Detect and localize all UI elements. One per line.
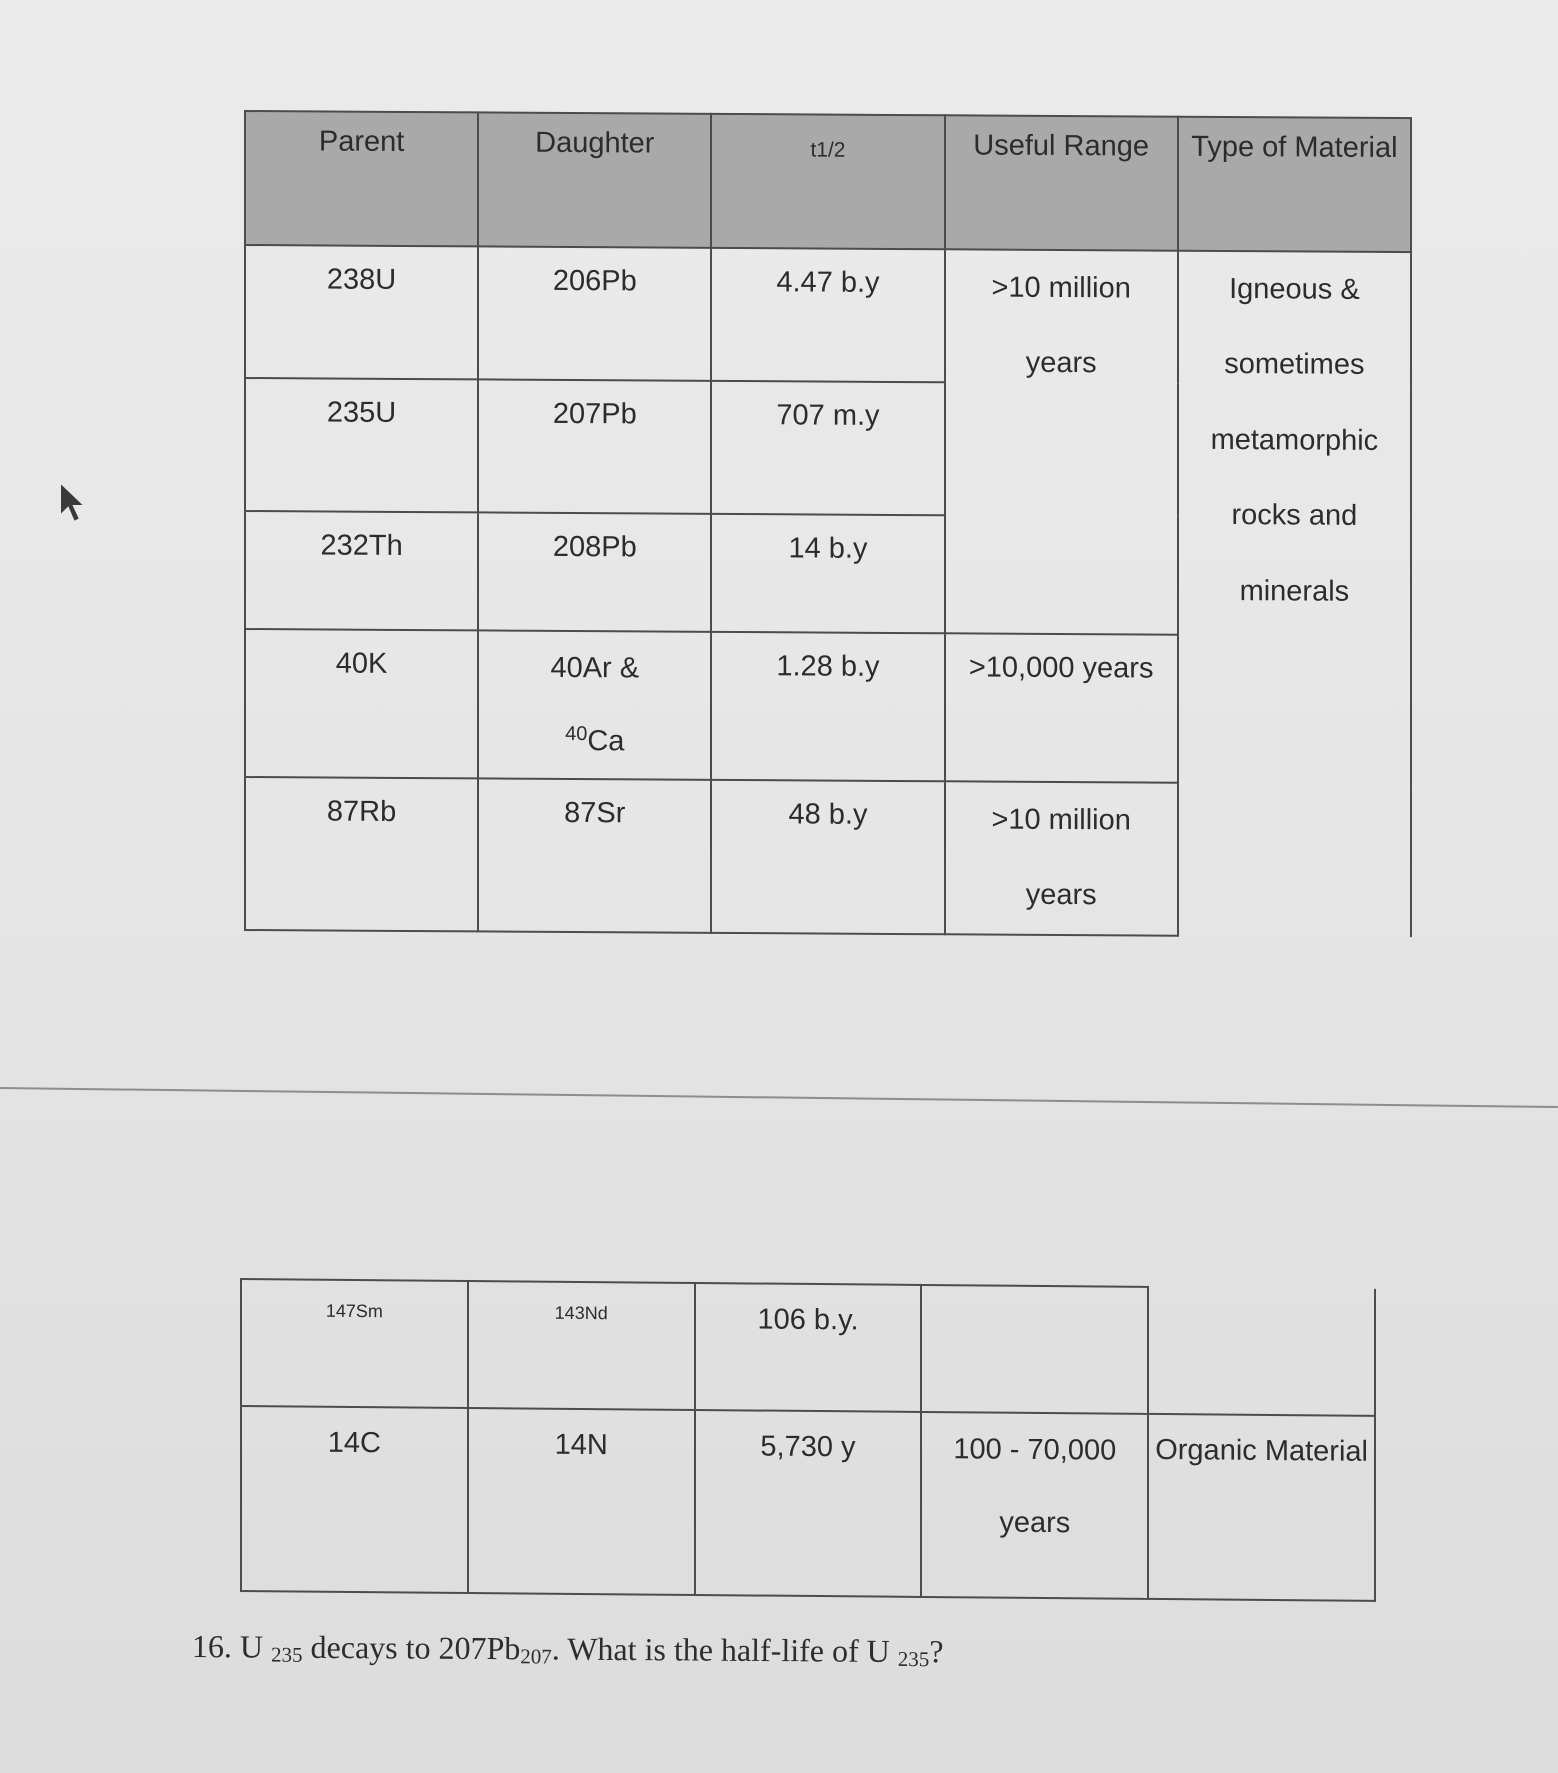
mouse-pointer-icon (58, 480, 90, 526)
parent-cell: 238U (245, 245, 478, 379)
daughter-cell: 87Sr (478, 778, 711, 932)
parent-cell: 14C (241, 1406, 468, 1593)
useful-range-line: years (1025, 879, 1097, 912)
daughter-cell: 207Pb (478, 379, 711, 513)
question-number: 16. (191, 1628, 233, 1665)
radiometric-table (244, 110, 1412, 912)
page-divider (0, 1087, 1558, 1108)
half-life-cell: 106 b.y. (695, 1283, 922, 1412)
parent-cell: 40K (245, 629, 478, 778)
useful-range-line: years (999, 1506, 1071, 1539)
header-parent: Parent (245, 111, 478, 246)
question-text: . What is the half-life of (551, 1630, 859, 1669)
useful-range-cell (921, 1412, 1148, 1599)
useful-range-cell (945, 249, 1178, 634)
half-life-cell: 5,730 y (695, 1410, 922, 1597)
table-row (241, 1279, 1375, 1416)
useful-range-cell (945, 781, 1178, 935)
daughter-cell: 208Pb (478, 512, 711, 631)
half-life-cell: 14 b.y (711, 514, 944, 633)
daughter-line: 40Ar & (550, 651, 640, 685)
table-row (245, 245, 1411, 385)
daughter-line: Ca (587, 724, 625, 757)
header-daughter: Daughter (478, 112, 711, 247)
question-16 (192, 1628, 944, 1672)
half-life-cell: 707 m.y (711, 381, 944, 515)
useful-range-line: >10 million (991, 803, 1131, 837)
material-line: Igneous & sometimes (1224, 273, 1365, 382)
material-line: minerals (1239, 574, 1350, 608)
table-header-row (245, 111, 1411, 252)
question-text: U (866, 1632, 890, 1669)
header-half-life: t1/2 (711, 114, 944, 249)
material-cell (1178, 251, 1411, 937)
half-life-cell: 4.47 b.y (711, 248, 944, 382)
parent-cell: 87Rb (245, 777, 478, 931)
daughter-cell (478, 630, 711, 779)
daughter-cell: 14N (468, 1408, 695, 1595)
useful-range-line: 100 - 70,000 (953, 1433, 1117, 1467)
parent-cell: 232Th (245, 511, 478, 630)
half-life-cell: 1.28 b.y (711, 632, 944, 781)
question-subscript: 235 (270, 1642, 303, 1667)
parent-cell: 235U (245, 378, 478, 512)
material-cell: Organic Material (1148, 1414, 1375, 1601)
half-life-cell: 48 b.y (711, 780, 944, 934)
useful-range-line: >10 million (991, 271, 1131, 305)
question-text: ? (929, 1633, 944, 1670)
daughter-cell: 206Pb (478, 246, 711, 380)
header-type-of-material: Type of Material (1178, 117, 1411, 252)
daughter-cell: 143Nd (468, 1281, 695, 1410)
question-text: U (239, 1628, 264, 1665)
material-cell (1148, 1287, 1375, 1416)
question-subscript: 207 (520, 1644, 552, 1669)
header-useful-range: Useful Range (945, 115, 1178, 250)
parent-cell: 147Sm (241, 1279, 468, 1408)
daughter-superscript: 40 (565, 722, 588, 745)
question-subscript: 235 (897, 1646, 930, 1672)
useful-range-cell (921, 1285, 1148, 1414)
useful-range-cell: >10,000 years (945, 633, 1178, 782)
question-text: decays to 207Pb (310, 1628, 521, 1667)
useful-range-line: years (1025, 347, 1097, 380)
material-line: metamorphic rocks and (1210, 423, 1379, 532)
radiometric-table-continued (240, 1278, 1376, 1578)
table-row (241, 1406, 1375, 1601)
